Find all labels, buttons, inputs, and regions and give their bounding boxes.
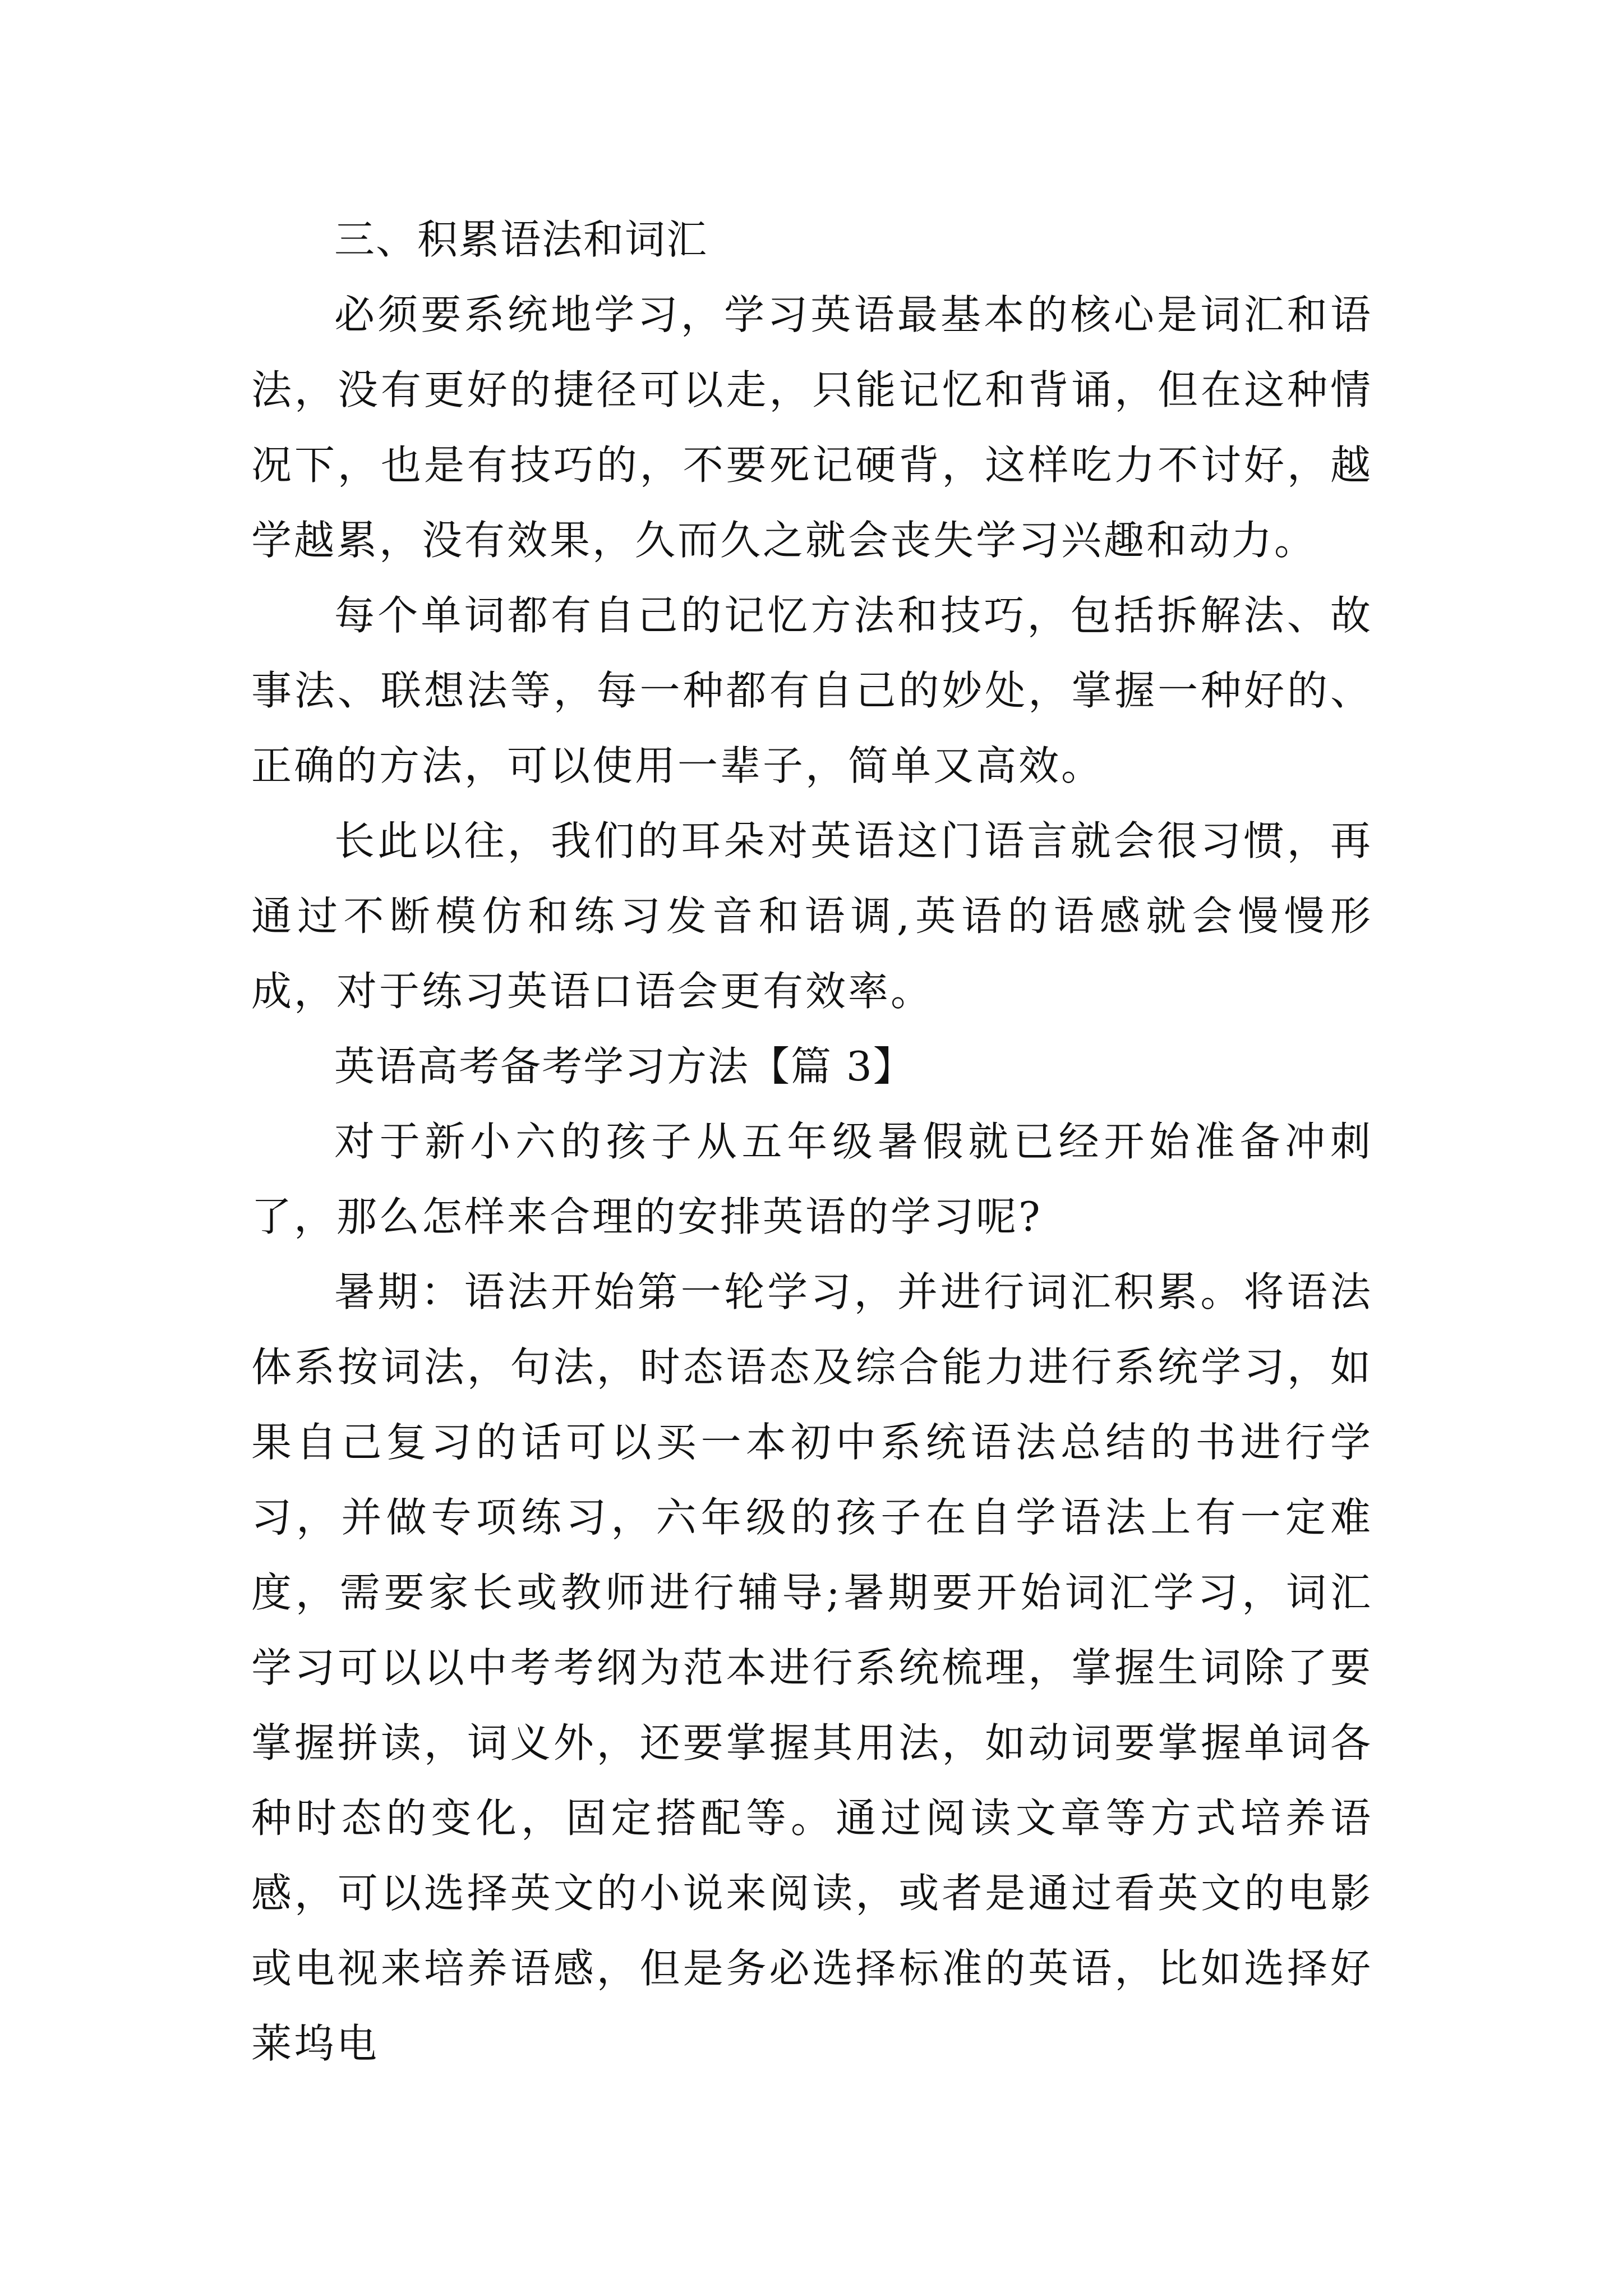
paragraph: 每个单词都有自己的记忆方法和技巧，包括拆解法、故事法、联想法等，每一种都有自己的妙处，掌握一种好的、正确的方法，可以使用一辈子，简单又高效。	[251, 592, 1373, 789]
section-heading: 英语高考备考学习方法【篇 3】	[334, 1043, 915, 1090]
paragraph: 对于新小六的孩子从五年级暑假就已经开始准备冲刺了，那么怎样来合理的安排英语的学习呢?	[251, 1118, 1373, 1240]
paragraph: 长此以往，我们的耳朵对英语这门语言就会很习惯，再通过不断模仿和练习发音和语调,英语的语感就会慢慢形成，对于练习英语口语会更有效率。	[251, 817, 1373, 1015]
section-heading: 三、积累语法和词汇	[334, 216, 708, 263]
paragraph: 暑期：语法开始第一轮学习，并进行词汇积累。将语法体系按词法，句法，时态语态及综合能力进行系统学习，如果自己复习的话可以买一本初中系统语法总结的书进行学习，并做专项练习，六年级的孩子在自学语法上有一定难度，需要家长或教师进行辅导;暑期要开始词汇学习，词汇学习可以以中考考纲为范本进行系统梳理，掌握生词除了要掌握拼读，词义外，还要掌握其用法，如动词要掌握单词各种时态的变化，固定搭配等。通过阅读文章等方式培养语感，可以选择英文的小说来阅读，或者是通过看英文的电影或电视来培养语感，但是务必选择标准的英语，比如选择好莱坞电	[251, 1268, 1373, 2067]
paragraph: 必须要系统地学习，学习英语最基本的核心是词汇和语法，没有更好的捷径可以走，只能记忆和背诵，但在这种情况下，也是有技巧的，不要死记硬背，这样吃力不讨好，越学越累，没有效果，久而久之就会丧失学习兴趣和动力。	[251, 291, 1373, 564]
document-body	[251, 202, 1373, 2081]
